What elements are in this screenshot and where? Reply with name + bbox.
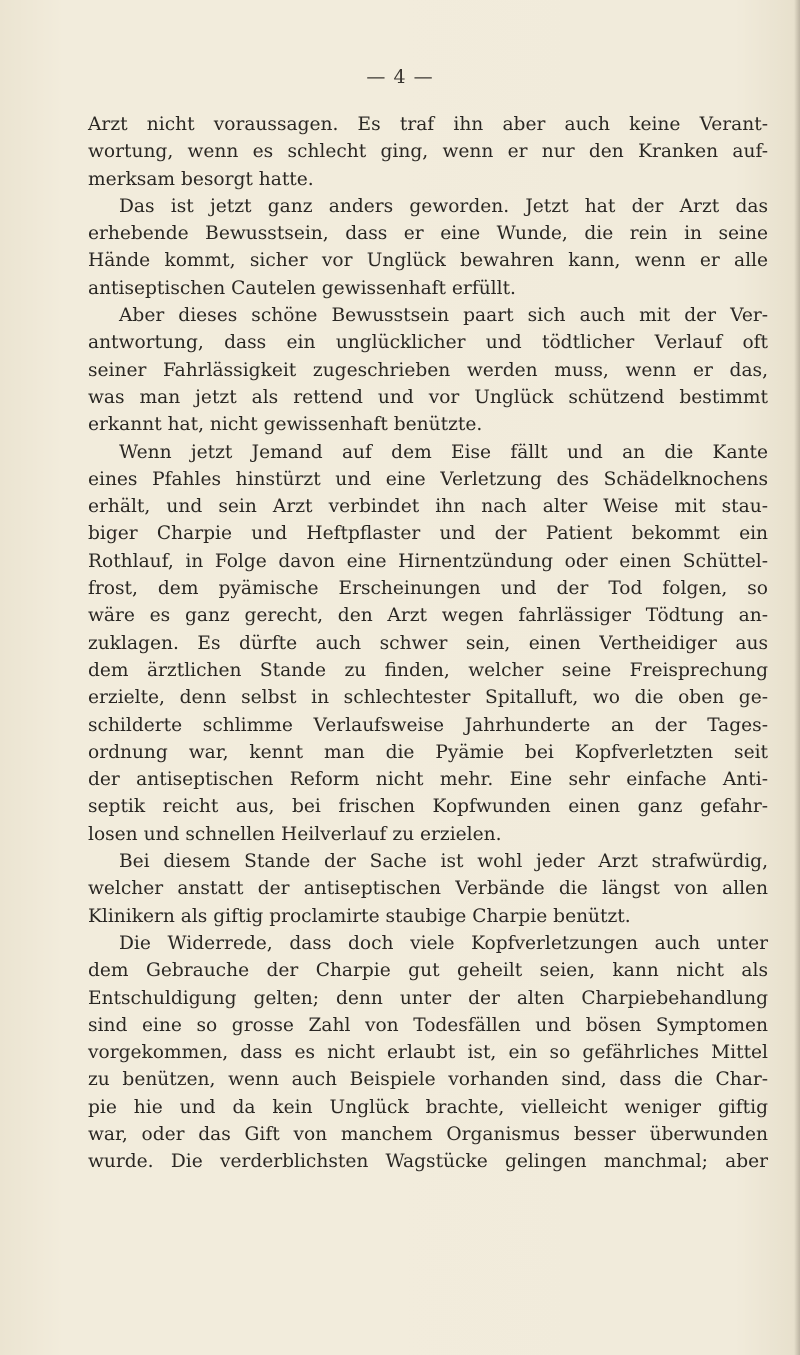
text-line: schilderte schlimme Verlaufsweise Jahrhunderte an der Tages- xyxy=(88,714,768,736)
page-number: — 4 — xyxy=(366,66,434,88)
paragraph-start-line: Bei diesem Stande der Sache ist wohl jeder Arzt strafwürdig, xyxy=(119,851,768,873)
text-line: losen und schnellen Heilverlauf zu erzielen. xyxy=(88,823,502,845)
text-line: antwortung, dass ein unglücklicher und tödtlicher Verlauf oft xyxy=(88,332,768,354)
text-line: Rothlauf, in Folge davon eine Hirnentzündung oder einen Schüttel- xyxy=(88,550,768,572)
text-line: der antiseptischen Reform nicht mehr. Eine sehr einfache Anti- xyxy=(88,769,768,791)
text-line: erhebende Bewusstsein, dass er eine Wunde, die rein in seine xyxy=(88,223,768,245)
text-line: antiseptischen Cautelen gewissenhaft erfüllt. xyxy=(88,277,516,299)
body-text xyxy=(88,111,768,1176)
text-line: vorgekommen, dass es nicht erlaubt ist, ein so gefährliches Mittel xyxy=(88,1042,768,1064)
text-line: dem ärztlichen Stande zu finden, welcher seine Freisprechung xyxy=(88,659,768,681)
text-line: biger Charpie und Heftpflaster und der Patient bekommt ein xyxy=(88,523,768,545)
text-line: zuklagen. Es dürfte auch schwer sein, einen Vertheidiger aus xyxy=(88,632,768,654)
text-line: ordnung war, kennt man die Pyämie bei Kopfverletzten seit xyxy=(88,741,768,763)
paragraph-start-line: Die Widerrede, dass doch viele Kopfverletzungen auch unter xyxy=(119,932,768,954)
text-line: was man jetzt als rettend und vor Unglück schützend bestimmt xyxy=(88,386,768,408)
text-line: frost, dem pyämische Erscheinungen und der Tod folgen, so xyxy=(88,578,768,600)
text-line: wurde. Die verderblichsten Wagstücke gelingen manchmal; aber xyxy=(88,1151,768,1173)
text-line: Klinikern als giftig proclamirte staubige Charpie benützt. xyxy=(88,905,631,927)
text-line: sind eine so grosse Zahl von Todesfällen und bösen Symptomen xyxy=(88,1014,768,1036)
text-line: wortung, wenn es schlecht ging, wenn er nur den Kranken auf- xyxy=(88,141,768,163)
text-line: zu benützen, wenn auch Beispiele vorhanden sind, dass die Char- xyxy=(88,1069,768,1091)
text-line: Entschuldigung gelten; denn unter der alten Charpiebehandlung xyxy=(88,987,768,1009)
text-line: merksam besorgt hatte. xyxy=(88,168,314,190)
paragraph-start-line: Aber dieses schöne Bewusstsein paart sich auch mit der Ver- xyxy=(119,305,768,327)
text-line: septik reicht aus, bei frischen Kopfwunden einen ganz gefahr- xyxy=(88,796,768,818)
text-line: seiner Fahrlässigkeit zugeschrieben werden muss, wenn er das, xyxy=(88,359,768,381)
text-line: erzielte, denn selbst in schlechtester Spitalluft, wo die oben ge- xyxy=(88,687,768,709)
text-line: dem Gebrauche der Charpie gut geheilt seien, kann nicht als xyxy=(88,960,768,982)
text-line: Arzt nicht voraussagen. Es traf ihn aber auch keine Verant- xyxy=(88,114,768,135)
page-edge-shadow xyxy=(794,0,800,1355)
text-line: welcher anstatt der antiseptischen Verbände die längst von allen xyxy=(88,878,768,900)
text-line: eines Pfahles hinstürzt und eine Verletzung des Schädelknochens xyxy=(88,468,768,490)
text-line: war, oder das Gift von manchem Organismus besser überwunden xyxy=(88,1123,768,1145)
text-line: Hände kommt, sicher vor Unglück bewahren kann, wenn er alle xyxy=(88,250,768,272)
paragraph-start-line: Wenn jetzt Jemand auf dem Eise fällt und an die Kante xyxy=(119,441,768,463)
text-line: erhält, und sein Arzt verbindet ihn nach alter Weise mit stau- xyxy=(88,496,768,518)
text-line: pie hie und da kein Unglück brachte, vielleicht weniger giftig xyxy=(88,1096,768,1118)
paragraph-start-line: Das ist jetzt ganz anders geworden. Jetzt hat der Arzt das xyxy=(119,195,768,217)
text-line: wäre es ganz gerecht, den Arzt wegen fahrlässiger Tödtung an- xyxy=(88,605,768,627)
text-line: erkannt hat, nicht gewissenhaft benützte. xyxy=(88,414,483,436)
